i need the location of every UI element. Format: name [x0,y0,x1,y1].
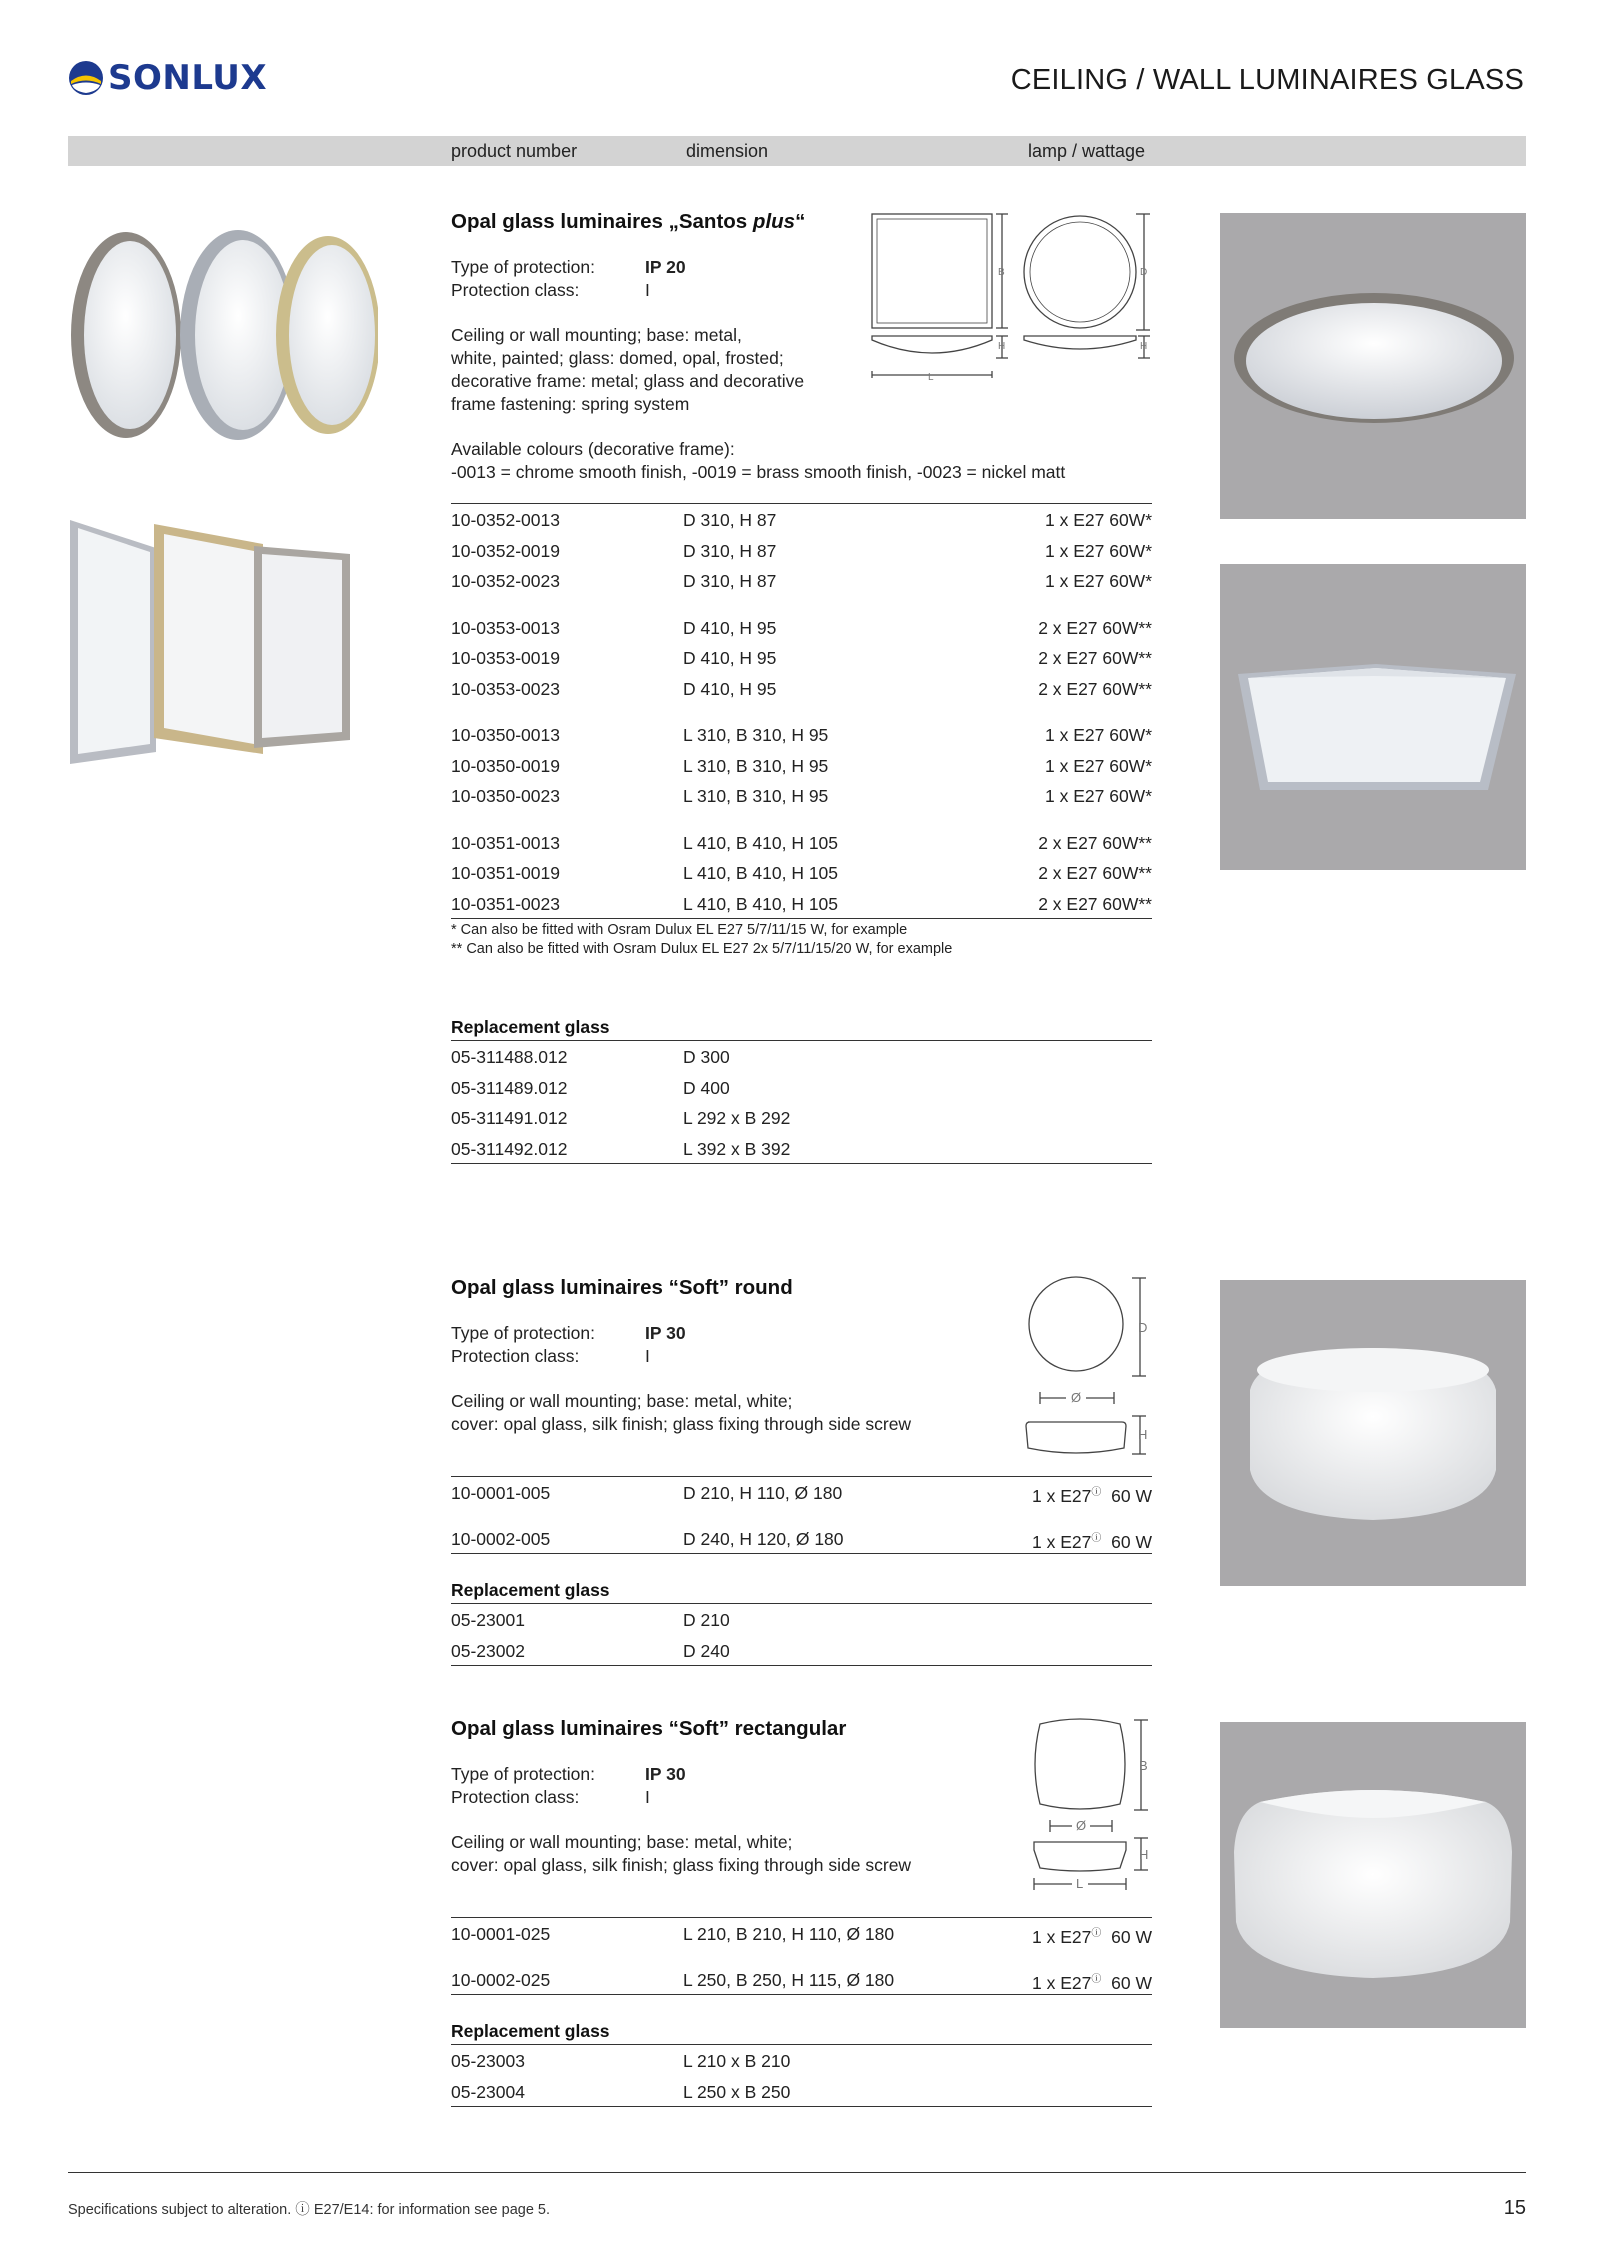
santos-colours [451,438,1152,484]
lamp-wattage: 1 x E27 60W* [1045,571,1152,591]
lamp-wattage [1032,1970,1152,1994]
santos-replacement-glass [451,1011,1152,1164]
dimension: D 210, H 110, Ø 180 [683,1483,843,1503]
santos-technical-drawing [868,208,1158,388]
soft-rect-product-table [451,1917,1152,1995]
product-number: 05-311491.012 [451,1108,568,1128]
dimension: D 300 [683,1047,730,1067]
dimension: L 410, B 410, H 105 [683,893,839,914]
soft-rect-replacement-glass [451,2015,1152,2107]
class-value: I [645,280,650,300]
product-number: 10-0001-025 [451,1924,551,1944]
product-number: 10-0350-0023 [451,786,560,806]
dimension: L 310, B 310, H 95 [683,725,829,745]
lamp-wattage: 1 x E27 60W* [1045,510,1152,530]
dimension: L 310, B 310, H 95 [683,786,829,806]
dim-label-d: D [1138,1320,1148,1335]
dimension: D 240, H 120, Ø 180 [683,1528,844,1549]
info-icon: ⓘ [1091,1973,1102,1985]
footnote: * Can also be fitted with Osram Dulux EL E27 5/7/11/15 W, for example [451,922,908,938]
table-row [451,1964,1152,1995]
table-row [451,1523,1152,1554]
column-dimension: dimension [686,141,769,161]
lamp-wattage [1032,1924,1152,1948]
lamp-wattage [1032,1529,1152,1553]
lamp-wattage: 1 x E27 60W* [1045,725,1152,745]
soft-rect-photo [1220,1722,1526,2028]
colours-title: Available colours (decorative frame): [451,439,735,459]
product-number: 10-0350-0013 [451,725,560,745]
info-icon: ⓘ [1091,1928,1102,1939]
dim-label-h: H [1138,1427,1148,1442]
info-icon: ⓘ [1091,1487,1102,1498]
dim-label-diameter: Ø [1071,1390,1082,1405]
desc-line: decorative frame: metal; glass and decorative [451,371,805,391]
dimension: L 310, B 310, H 95 [683,755,829,776]
soft-rect-title: Opal glass luminaires “Soft” rectangular [451,1717,847,1740]
product-number: 10-0352-0019 [451,540,560,561]
santos-footnotes [451,921,1152,959]
table-row [451,565,1152,596]
dimension: D 310, H 87 [683,510,777,530]
protection-label: Type of protection: [451,257,595,277]
lamp-wattage: 2 x E27 60W** [1038,832,1152,853]
table-row [451,1635,1152,1666]
dim-label-b: B [998,267,1005,278]
page-title: CEILING / WALL LUMINAIRES GLASS [1010,64,1524,96]
footer-note-text: Specifications subject to alteration. [68,2202,292,2218]
table-row [451,2045,1152,2076]
product-number: 05-311488.012 [451,1047,568,1067]
soft-round-technical-drawing [1020,1276,1160,1466]
santos-round-photo [1220,213,1526,519]
lamp-wattage: 1 x E27 60W* [1045,786,1152,806]
table-row [451,1918,1152,1949]
lamp-wattage: 1 x E27 60W* [1045,540,1152,561]
replacement-table [451,1604,1152,1666]
dimension: L 410, B 410, H 105 [683,832,839,853]
lamp-wattage: 2 x E27 60W** [1038,617,1152,638]
sun-logo-icon [68,60,104,96]
dimension: L 210, B 210, H 110, Ø 180 [683,1924,895,1944]
santos-title-quote: “ [795,210,806,233]
lamp-wattage [1032,1483,1152,1507]
lamp-type: 1 x E27 [1032,1531,1092,1552]
desc-line: frame fastening: spring system [451,394,690,414]
table-row [451,535,1152,566]
santos-title-italic: plus [752,210,796,233]
soft-round-product-table [451,1476,1152,1554]
product-number: 05-23001 [451,1610,525,1630]
protection-value: IP 30 [645,1764,686,1784]
dimension: L 292 x B 292 [683,1108,791,1128]
protection-label: Type of protection: [451,1764,595,1784]
santos-title-text: Opal glass luminaires „Santos [451,210,748,233]
brand-logo [68,58,267,98]
footnote: ** Can also be fitted with Osram Dulux EL E27 2x 5/7/11/15/20 W, for example [451,941,953,957]
footer-note-reference: E27/E14: for information see page 5. [313,2202,551,2218]
dimension: D 410, H 95 [683,678,777,699]
replacement-glass-title: Replacement glass [451,1011,1152,1041]
desc-line: Ceiling or wall mounting; base: metal, white; [451,1832,793,1852]
product-number: 05-23002 [451,1640,525,1661]
product-number: 10-0001-005 [451,1483,551,1503]
column-header-bar [68,136,1526,166]
protection-value: IP 20 [645,257,686,277]
desc-line: white, painted; glass: domed, opal, frosted; [451,348,784,368]
table-row [451,780,1152,811]
table-row [451,2076,1152,2107]
table-row [451,1102,1152,1133]
wattage: 60 W [1111,1972,1152,1993]
desc-line: Ceiling or wall mounting; base: metal, white; [451,1391,793,1411]
wattage: 60 W [1111,1926,1152,1947]
replacement-glass-title: Replacement glass [451,2015,1152,2045]
product-number: 10-0351-0019 [451,863,560,883]
wattage: 60 W [1111,1531,1152,1552]
product-number: 05-23004 [451,2081,525,2102]
column-product-number: product number [451,141,578,161]
lamp-type: 1 x E27 [1032,1926,1092,1947]
page-number: 15 [1503,2197,1526,2219]
table-row [451,612,1152,643]
class-value: I [645,1787,650,1807]
table-row [451,1041,1152,1072]
lamp-type: 1 x E27 [1032,1972,1092,1993]
dimension: D 310, H 87 [683,540,777,561]
column-lamp-wattage: lamp / wattage [1028,141,1146,161]
lamp-wattage: 2 x E27 60W** [1038,648,1152,668]
replacement-table [451,1041,1152,1164]
product-number: 10-0352-0023 [451,571,560,591]
table-row [451,750,1152,781]
lamp-wattage: 2 x E27 60W** [1038,678,1152,699]
table-row [451,857,1152,888]
info-icon: ⓘ [1091,1532,1102,1544]
class-value: I [645,1346,650,1366]
santos-product-table [451,503,1152,919]
table-row [451,1604,1152,1635]
table-row [451,1477,1152,1508]
product-number: 10-0353-0023 [451,678,560,699]
desc-line: cover: opal glass, silk finish; glass fixing through side screw [451,1855,912,1875]
table-row [451,504,1152,535]
desc-line: Ceiling or wall mounting; base: metal, [451,325,742,345]
dimension: L 250, B 250, H 115, Ø 180 [683,1969,895,1990]
product-number: 05-23003 [451,2051,525,2071]
product-number: 10-0353-0019 [451,648,560,668]
table-row [451,827,1152,858]
info-icon: ⓘ [295,2202,310,2218]
product-number: 10-0002-005 [451,1528,551,1549]
dim-label-h: H [1139,1847,1149,1862]
desc-line: cover: opal glass, silk finish; glass fixing through side screw [451,1414,912,1434]
product-number: 10-0002-025 [451,1969,551,1990]
soft-round-replacement-glass [451,1574,1152,1666]
santos-square-product-image [68,520,358,770]
table-row [451,1072,1152,1103]
dim-label-d: D [1140,267,1148,278]
replacement-table [451,2045,1152,2107]
product-number: 10-0351-0013 [451,832,560,853]
replacement-glass-title: Replacement glass [451,1574,1152,1604]
class-label: Protection class: [451,280,580,300]
class-label: Protection class: [451,1346,580,1366]
product-number: 10-0350-0019 [451,755,560,776]
dim-label-b: B [1139,1758,1148,1773]
dim-label-h: H [998,341,1006,352]
lamp-wattage: 2 x E27 60W** [1038,893,1152,914]
dimension: D 310, H 87 [683,571,777,591]
brand-name: SONLUX [108,58,268,98]
dimension: L 210 x B 210 [683,2051,791,2071]
table-row [451,888,1152,919]
table-row [451,719,1152,750]
footer-note [68,2198,550,2219]
dimension: L 392 x B 392 [683,1138,791,1159]
lamp-type: 1 x E27 [1032,1485,1092,1506]
dimension: D 400 [683,1077,730,1098]
product-number: 05-311489.012 [451,1077,568,1098]
protection-value: IP 30 [645,1323,686,1343]
product-number: 10-0353-0013 [451,617,560,638]
dim-label-l: L [928,372,934,383]
dim-label-h: H [1140,341,1148,352]
santos-square-photo [1220,564,1526,870]
dimension: D 410, H 95 [683,648,777,668]
product-number: 05-311492.012 [451,1138,568,1159]
soft-rect-technical-drawing [1024,1718,1164,1918]
class-label: Protection class: [451,1787,580,1807]
dimension: D 410, H 95 [683,617,777,638]
colours-list: -0013 = chrome smooth finish, -0019 = brass smooth finish, -0023 = nickel matt [451,462,1066,482]
product-number: 10-0352-0013 [451,510,560,530]
dimension: L 250 x B 250 [683,2081,791,2102]
lamp-wattage: 1 x E27 60W* [1045,755,1152,776]
santos-round-product-image [68,212,378,462]
dim-label-diameter: Ø [1076,1818,1087,1833]
soft-round-title: Opal glass luminaires “Soft” round [451,1276,793,1299]
product-number: 10-0351-0023 [451,893,560,914]
dim-label-l: L [1076,1876,1084,1891]
dimension: L 410, B 410, H 105 [683,863,839,883]
table-row [451,673,1152,704]
wattage: 60 W [1111,1485,1152,1506]
table-row [451,642,1152,673]
soft-round-photo [1220,1280,1526,1586]
table-row [451,1133,1152,1164]
lamp-wattage: 2 x E27 60W** [1038,863,1152,883]
dimension: D 240 [683,1640,730,1661]
dimension: D 210 [683,1610,730,1630]
footer-rule [68,2172,1526,2173]
protection-label: Type of protection: [451,1323,595,1343]
